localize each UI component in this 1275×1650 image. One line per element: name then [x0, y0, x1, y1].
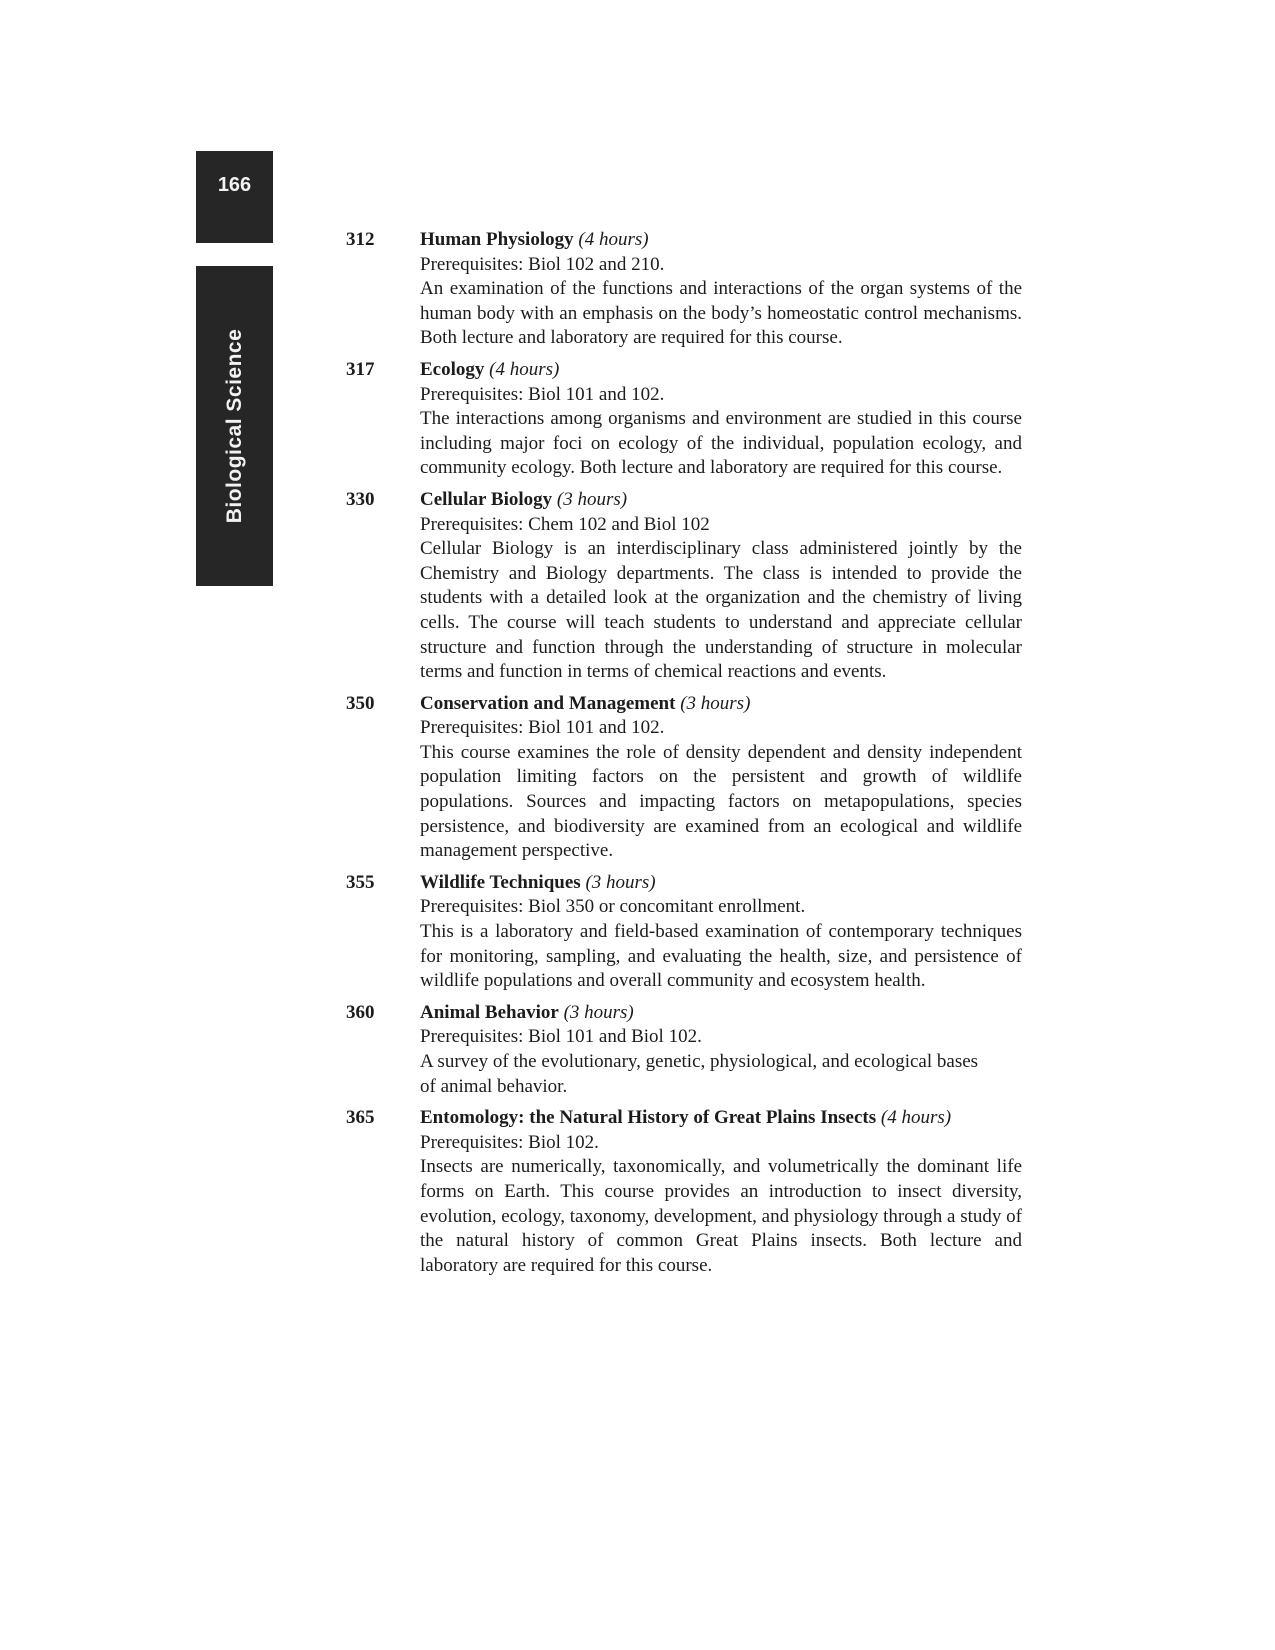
section-tab: [196, 266, 273, 586]
course-number: 355: [346, 871, 375, 893]
section-tab-label: Biological Science: [222, 328, 246, 524]
course-title: Animal Behavior: [420, 1001, 559, 1023]
course-title: Ecology: [420, 358, 485, 380]
course-number: 365: [346, 1107, 375, 1129]
course-prerequisites: Prerequisites: Biol 350 or concomitant enrollment.: [420, 896, 806, 918]
course-description: This is a laboratory and field-based examination of contemporary techniques for monitoring, sampling, and evaluating the health, size, and persistence of wildlife populations and overall community and ecosystem health.: [420, 921, 1022, 992]
course-hours: (4 hours): [489, 358, 560, 380]
course-prerequisites: Prerequisites: Biol 102 and 210.: [420, 253, 665, 275]
course-hours: (4 hours): [880, 1107, 952, 1129]
course-entry-330: [346, 488, 1022, 685]
course-hours: (3 hours): [556, 488, 628, 510]
page-number-tab: [196, 151, 273, 243]
course-hours: (3 hours): [563, 1001, 634, 1023]
course-prerequisites: Prerequisites: Chem 102 and Biol 102: [420, 513, 710, 535]
course-entry-317: [346, 358, 1022, 481]
course-prerequisites: Prerequisites: Biol 101 and 102.: [420, 383, 665, 405]
course-heading: [420, 358, 1022, 383]
course-number: 317: [346, 358, 375, 380]
course-prerequisites: Prerequisites: Biol 101 and Biol 102.: [420, 1026, 702, 1048]
course-entry-312: [346, 228, 1022, 351]
course-number: 360: [346, 1001, 375, 1023]
course-entry-355: [346, 871, 1022, 994]
course-heading: [420, 1106, 1022, 1131]
course-description: An examination of the functions and interactions of the organ systems of the human body with an emphasis on the body’s homeostatic control mechanisms. Both lecture and laboratory are required for this course.: [420, 278, 1022, 349]
course-hours: (3 hours): [585, 871, 656, 893]
course-prerequisites: Prerequisites: Biol 101 and 102.: [420, 717, 665, 739]
course-hours: (3 hours): [680, 692, 751, 714]
course-number: 312: [346, 229, 375, 250]
course-prerequisites: Prerequisites: Biol 102.: [420, 1131, 599, 1153]
course-description: Insects are numerically, taxonomically, and volumetrically the dominant life forms on Earth. This course provides an introduction to insect diversity, evolution, ecology, taxonomy, development, and physiology through a study of the natural history of common Great Plains insects. Both lecture and laboratory are required for this course.: [420, 1156, 1022, 1276]
course-title: Conservation and Management: [420, 692, 676, 714]
course-title: Entomology: the Natural History of Great Plains Insects: [420, 1107, 877, 1129]
course-description: The interactions among organisms and environment are studied in this course including major foci on ecology of the individual, population ecology, and community ecology. Both lecture and laboratory are required for this course.: [420, 408, 1022, 479]
course-heading: [420, 228, 1022, 253]
course-description: Cellular Biology is an interdisciplinary class administered jointly by the Chemistry and Biology departments. The class is intended to provide the students with a detailed look at the organization and the chemistry of living cells. The course will teach students to understand and appreciate cellular structure and function through the understanding of structure in molecular terms and function in terms of chemical reactions and events.: [420, 538, 1022, 683]
course-list: [346, 228, 1022, 1285]
course-entry-360: [346, 1001, 1022, 1099]
course-number: 330: [346, 488, 375, 510]
course-title: Wildlife Techniques: [420, 871, 581, 893]
course-description: This course examines the role of density dependent and density independent population limiting factors on the persistent and growth of wildlife populations. Sources and impacting factors on metapopulations, species persistence, and biodiversity are examined from an ecological and wildlife management perspective.: [420, 741, 1022, 862]
course-heading: [420, 488, 1022, 513]
course-heading: [420, 1001, 1022, 1026]
course-entry-365: [346, 1106, 1022, 1278]
course-description: A survey of the evolutionary, genetic, physiological, and ecological bases of animal behavior.: [420, 1051, 979, 1097]
course-number: 350: [346, 692, 375, 714]
course-hours: (4 hours): [578, 229, 649, 250]
course-title: Cellular Biology: [420, 488, 553, 510]
course-entry-350: [346, 692, 1022, 864]
course-heading: [420, 692, 1022, 717]
course-heading: [420, 871, 1022, 896]
page-number: 166: [217, 174, 252, 196]
course-title: Human Physiology: [420, 229, 574, 250]
